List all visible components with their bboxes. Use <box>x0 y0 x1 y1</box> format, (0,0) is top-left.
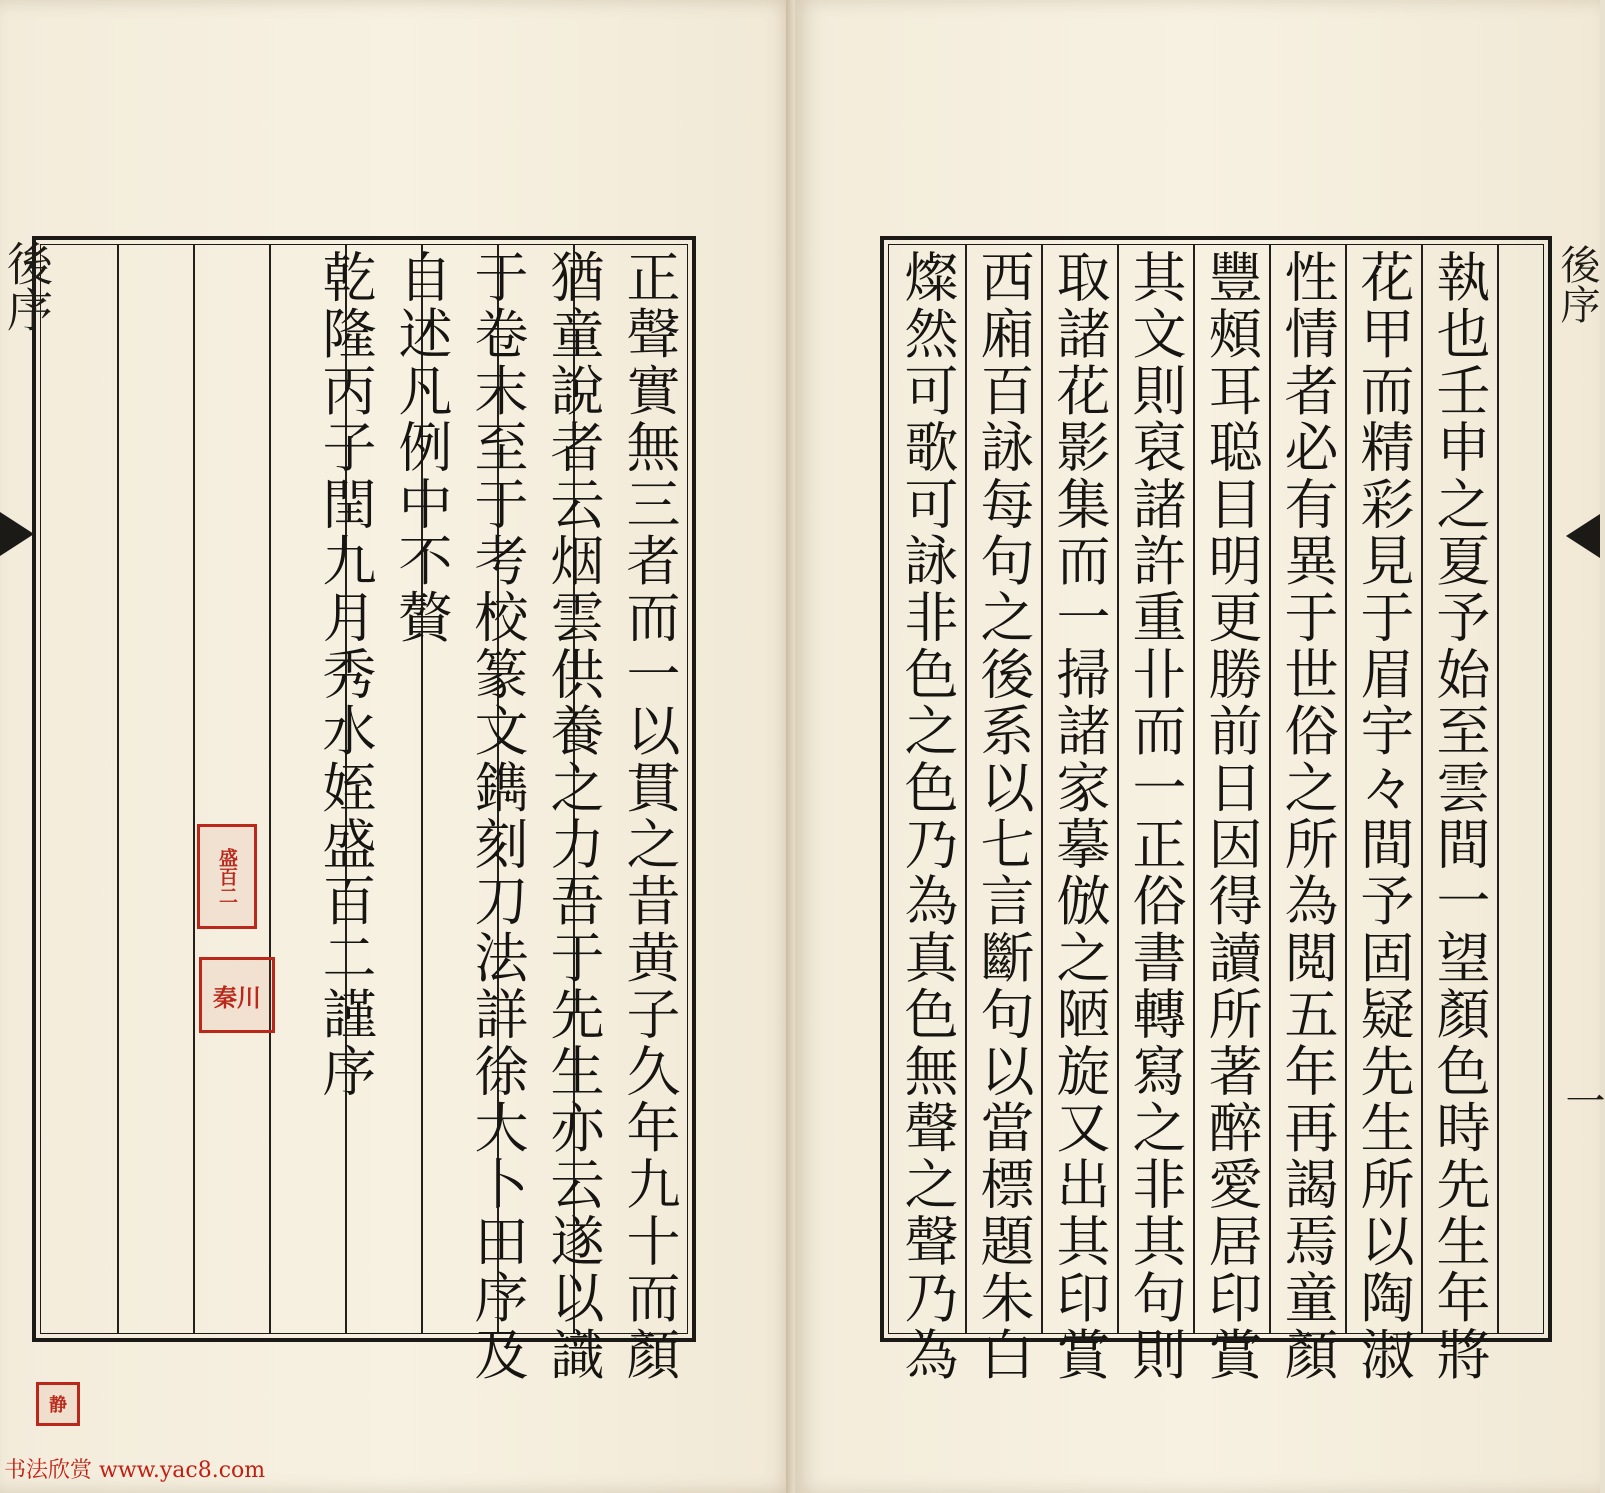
left-column-1: 正聲實無三者而一以貫之昔黄子久年九十而顏 <box>618 249 681 1383</box>
seal-small: 静 <box>36 1382 80 1426</box>
right-column-1: 執也壬申之夏予始至雲間一望顏色時先生年將 <box>1428 249 1491 1383</box>
right-fishtail-mark <box>1566 514 1600 558</box>
left-column-3: 于卷末至于考校篆文鐫刻刀法詳徐大卜田序及 <box>466 249 529 1383</box>
right-frame-inner <box>888 244 1544 1383</box>
watermark-text: 书法欣赏 www.yac8.com <box>4 1458 266 1483</box>
left-column-4: 自述凡例中不贅 <box>390 249 453 646</box>
left-column-5: 乾隆丙子閏九月秀水姪盛百二謹序 <box>314 249 377 1100</box>
left-page <box>0 0 795 1493</box>
left-text-frame <box>32 236 696 1383</box>
right-margin-label: 後序 <box>1554 244 1600 324</box>
right-column-5: 其文則裒諸許重卝而一正俗書轉寫之非其句則 <box>1124 249 1187 1383</box>
seal-name: 盛百二 <box>197 824 257 929</box>
right-column-6: 取諸花影集而一掃諸家摹倣之陋旋又出其印賞 <box>1048 249 1111 1383</box>
right-column-8: 燦然可歌可詠非色之色乃為真色無聲之聲乃為 <box>896 249 959 1383</box>
right-column-4: 豐頰耳聪目明更勝前日因得讀所著醉愛居印賞 <box>1200 249 1263 1383</box>
right-column-7: 西廂百詠每句之後系以七言斷句以當標題朱白 <box>972 249 1035 1383</box>
left-margin-label: 後序 <box>0 240 54 332</box>
left-column-2: 猶童說者云烟雲供養之力吾于先生亦云遂以識 <box>542 249 605 1383</box>
right-column-3: 性情者必有異于世俗之所為閲五年再謁焉童顏 <box>1276 249 1339 1383</box>
folio-mark: 一 <box>1559 1080 1605 1120</box>
left-frame-inner <box>40 244 688 1383</box>
right-column-2: 花甲而精彩見于眉宇々間予固疑先生所以陶淑 <box>1352 249 1415 1383</box>
left-fishtail-mark <box>0 512 34 556</box>
right-page <box>795 0 1605 1493</box>
right-text-frame <box>880 236 1552 1383</box>
seal-style-name: 秦川 <box>199 957 275 1033</box>
